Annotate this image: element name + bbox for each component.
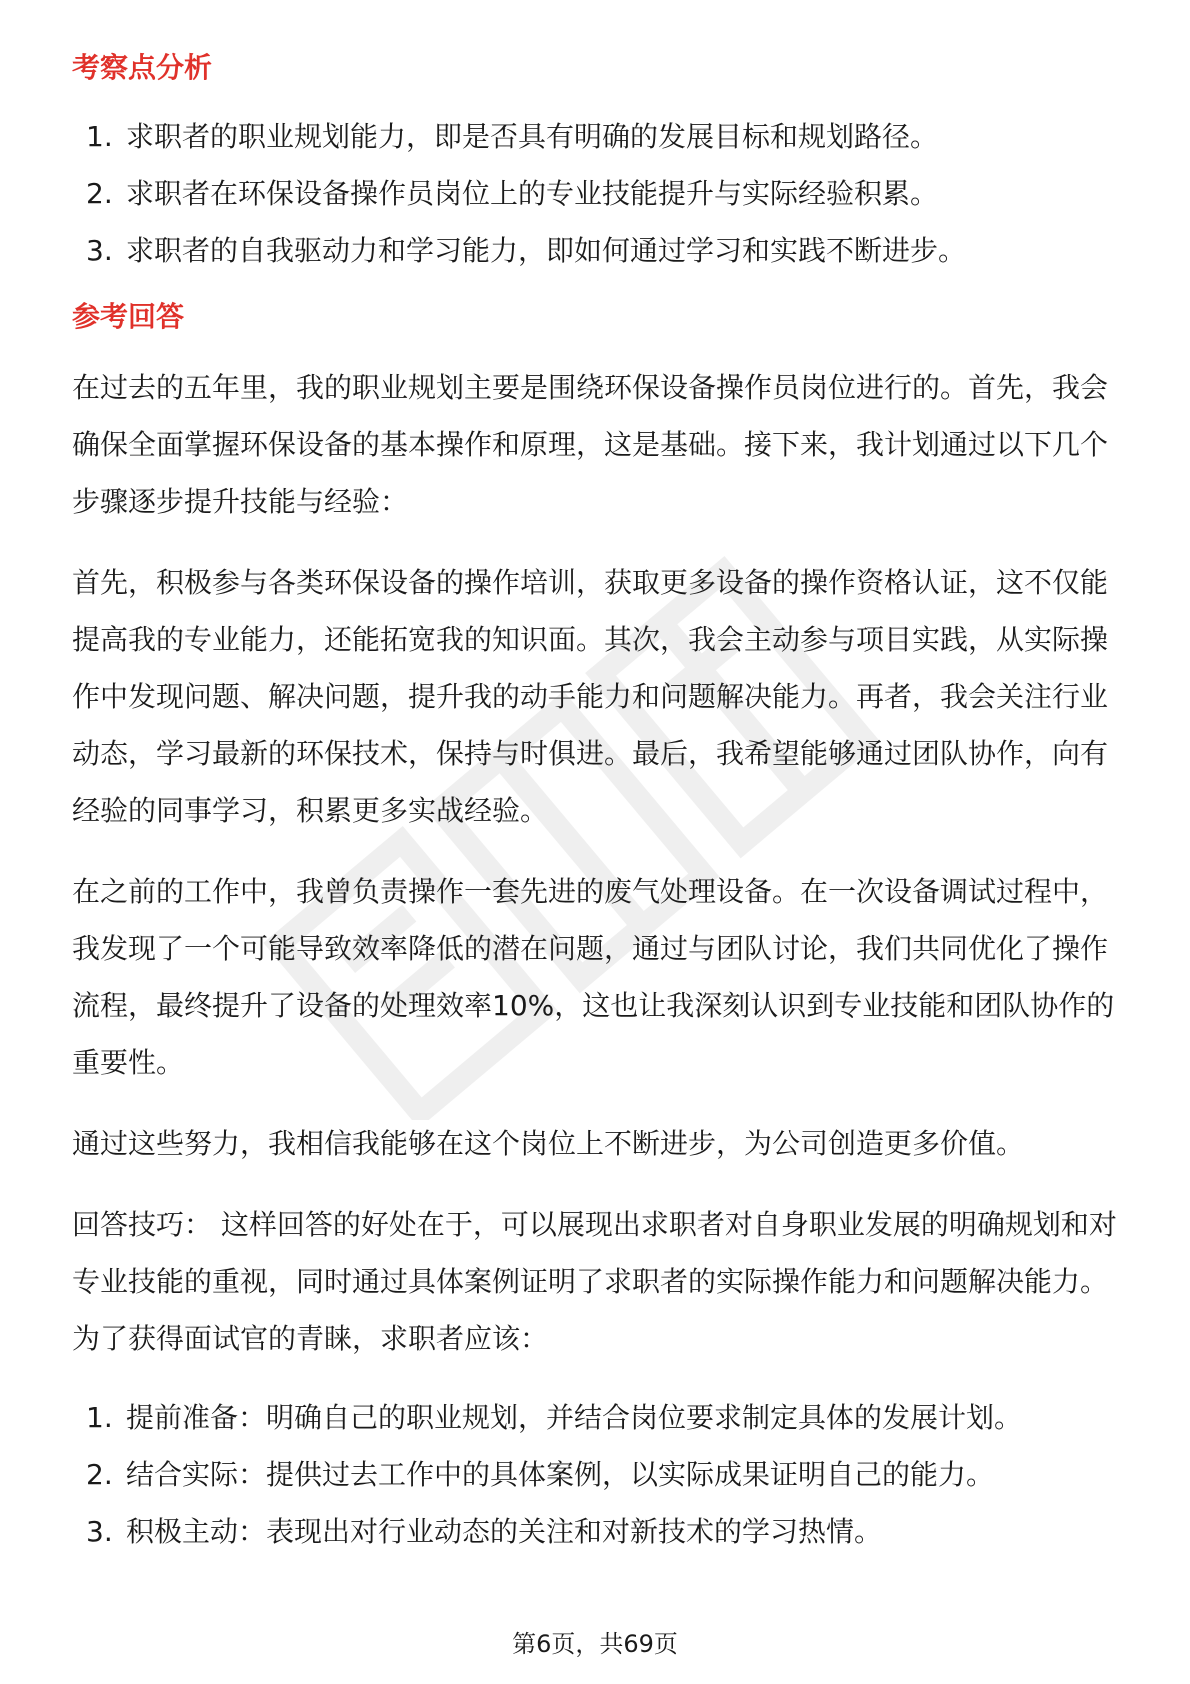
tips-list	[72, 1389, 1118, 1560]
list-text: 求职者的职业规划能力，即是否具有明确的发展目标和规划路径。	[126, 119, 939, 153]
list-text: 积极主动：表现出对行业动态的关注和对新技术的学习热情。	[126, 1514, 883, 1548]
list-text: 求职者的自我驱动力和学习能力，即如何通过学习和实践不断进步。	[126, 233, 967, 267]
list-number: 2.	[86, 1457, 113, 1491]
analysis-list	[72, 108, 1118, 279]
list-number: 1.	[86, 119, 113, 153]
list-number: 3.	[86, 1514, 113, 1548]
section-title-analysis: 考察点分析	[72, 51, 213, 84]
list-item	[72, 1503, 1118, 1560]
list-number: 3.	[86, 233, 113, 267]
answer-paragraph: 在过去的五年里，我的职业规划主要是围绕环保设备操作员岗位进行的。首先，我会确保全面掌握环保设备的基本操作和原理，这是基础。接下来，我计划通过以下几个步骤逐步提升技能与经验：	[72, 371, 1109, 518]
list-text: 提前准备：明确自己的职业规划，并结合岗位要求制定具体的发展计划。	[126, 1400, 1023, 1434]
list-text: 求职者在环保设备操作员岗位上的专业技能提升与实际经验积累。	[126, 176, 939, 210]
list-item	[72, 1389, 1118, 1446]
list-number: 1.	[86, 1400, 113, 1434]
answer-paragraph: 通过这些努力，我相信我能够在这个岗位上不断进步，为公司创造更多价值。	[72, 1127, 1025, 1160]
section-title-answer: 参考回答	[72, 300, 185, 333]
list-number: 2.	[86, 176, 113, 210]
list-text: 结合实际：提供过去工作中的具体案例，以实际成果证明自己的能力。	[126, 1457, 995, 1491]
list-item	[72, 222, 1118, 279]
list-item	[72, 108, 1118, 165]
answer-paragraph: 在之前的工作中，我曾负责操作一套先进的废气处理设备。在一次设备调试过程中，我发现了一个可能导致效率降低的潜在问题，通过与团队讨论，我们共同优化了操作流程，最终提升了设备的处理效率10%，这也让我深刻认识到专业技能和团队协作的重要性。	[72, 875, 1115, 1079]
list-item	[72, 165, 1118, 222]
document-page	[72, 48, 1118, 1560]
tips-paragraph: 回答技巧： 这样回答的好处在于，可以展现出求职者对自身职业发展的明确规划和对专业技能的重视，同时通过具体案例证明了求职者的实际操作能力和问题解决能力。为了获得面试官的青睐，求职者应该：	[72, 1208, 1117, 1355]
page-number-footer: 第6页，共69页	[512, 1630, 678, 1658]
list-item	[72, 1446, 1118, 1503]
answer-paragraph: 首先，积极参与各类环保设备的操作培训，获取更多设备的操作资格认证，这不仅能提高我的专业能力，还能拓宽我的知识面。其次，我会主动参与项目实践，从实际操作中发现问题、解决问题，提升我的动手能力和问题解决能力。再者，我会关注行业动态，学习最新的环保技术，保持与时俱进。最后，我希望能够通过团队协作，向有经验的同事学习，积累更多实战经验。	[72, 566, 1109, 827]
